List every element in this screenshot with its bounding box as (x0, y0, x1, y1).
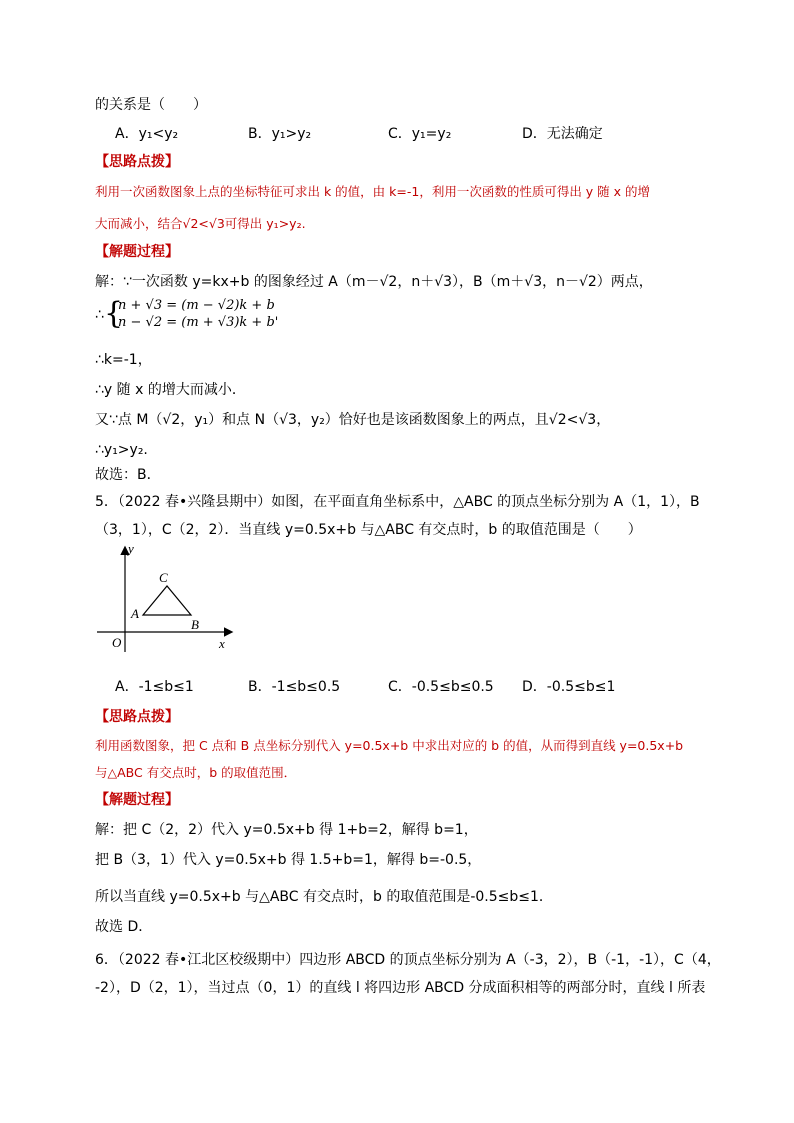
q4-system-eq1: n + √3 = (m − √2)k + b (118, 298, 275, 313)
q5-coordinate-figure (95, 540, 240, 655)
q5-stem-line1: 5．（2022 春•兴隆县期中）如图，在平面直角坐标系中，△ABC 的顶点坐标分别为 A（1，1），B (95, 494, 700, 510)
q4-solution-line1: 解：∵一次函数 y=kx+b 的图象经过 A（m－√2，n＋√3），B（m＋√3，n－√2）两点， (95, 274, 653, 290)
q5-solution-line2: 把 B（3，1）代入 y=0.5x+b 得 1.5+b=1，解得 b=-0.5， (95, 852, 482, 868)
q4-option-b: B．y₁>y₂ (248, 126, 312, 142)
q6-stem-line1: 6．（2022 春•江北区校级期中）四边形 ABCD 的顶点坐标分别为 A（-3，2），B（-1，-1），C（4， (95, 952, 721, 968)
q5-option-d: D．-0.5≤b≤1 (522, 679, 616, 695)
q5-hint-line2: 与△ABC 有交点时，b 的取值范围． (95, 765, 297, 780)
x-axis-label: x (219, 636, 225, 651)
q4-hint-line1: 利用一次函数图象上点的坐标特征可求出 k 的值，由 k=-1，利用一次函数的性质可得出 y 随 x 的增 (95, 184, 651, 199)
q4-solution-line5: ∴y₁>y₂. (95, 442, 148, 458)
q5-solution-heading: 【解题过程】 (95, 792, 179, 808)
q5-option-c: C．-0.5≤b≤0.5 (388, 679, 494, 695)
q5-option-a: A．-1≤b≤1 (115, 679, 194, 695)
q4-solution-line3: ∴y 随 x 的增大而减小． (95, 382, 246, 398)
q4-therefore-symbol: ∴ (95, 307, 104, 323)
q6-stem-line2: -2），D（2，1），当过点（0，1）的直线 l 将四边形 ABCD 分成面积相等的两部分时，直线 l 所表 (95, 980, 706, 996)
q4-solution-line6: 故选：B． (95, 467, 161, 483)
q5-hint-line1: 利用函数图象，把 C 点和 B 点坐标分别代入 y=0.5x+b 中求出对应的 b 的值，从而得到直线 y=0.5x+b (95, 738, 684, 753)
q4-solution-line2: ∴k=-1， (95, 352, 152, 368)
q5-solution-line4: 故选 D． (95, 919, 153, 935)
q4-option-d: D．无法确定 (522, 126, 603, 142)
point-a-label: A (131, 606, 139, 621)
q4-hint-heading: 【思路点拨】 (95, 154, 179, 170)
q5-hint-heading: 【思路点拨】 (95, 709, 179, 725)
q4-system-eq2: n − √2 = (m + √3)k + b' (118, 315, 279, 330)
q4-option-a: A．y₁<y₂ (115, 126, 179, 142)
point-c-label: C (159, 570, 168, 585)
q4-option-c: C．y₁=y₂ (388, 126, 452, 142)
q5-stem-line2: （3，1），C（2，2）．当直线 y=0.5x+b 与△ABC 有交点时，b 的取值范围是（ ） (95, 522, 642, 538)
q4-hint-line2: 大而减小，结合√2<√3可得出 y₁>y₂. (95, 216, 306, 231)
q5-solution-line3: 所以当直线 y=0.5x+b 与△ABC 有交点时，b 的取值范围是-0.5≤b≤1． (95, 889, 553, 905)
y-axis-label: y (128, 541, 134, 556)
q4-solution-line4: 又∵点 M（√2，y₁）和点 N（√3，y₂）恰好也是该函数图象上的两点，且√2<√3， (95, 412, 611, 428)
q4-solution-heading: 【解题过程】 (95, 244, 179, 260)
origin-label: O (112, 635, 122, 650)
q5-solution-line1: 解：把 C（2，2）代入 y=0.5x+b 得 1+b=2，解得 b=1， (95, 822, 478, 838)
q4-system-brace: { (104, 296, 124, 331)
point-b-label: B (191, 617, 199, 632)
triangle-abc (143, 586, 191, 615)
q4-tail-text: 的关系是（ ） (95, 97, 207, 113)
q5-option-b: B．-1≤b≤0.5 (248, 679, 341, 695)
